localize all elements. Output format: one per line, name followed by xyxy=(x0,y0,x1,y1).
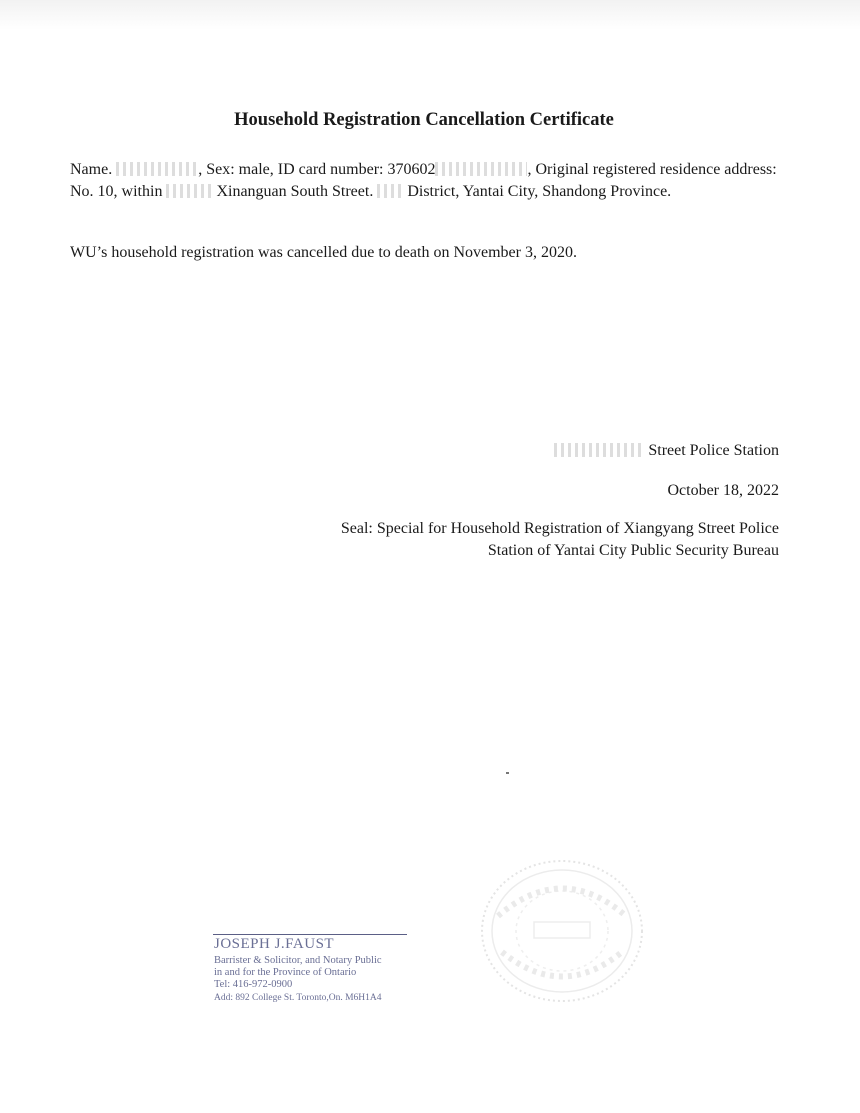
notary-jurisdiction: in and for the Province of Ontario xyxy=(214,967,357,978)
scan-speck xyxy=(506,772,509,774)
address-intro-text: , Original registered residence address: No. 10, within xyxy=(70,161,777,200)
notary-phone: Tel: 416-972-0900 xyxy=(214,979,293,990)
sex-and-id-text: , Sex: male, ID card number: 370602 xyxy=(198,161,436,178)
seal-line-2: Station of Yantai City Public Security Bureau xyxy=(487,542,779,559)
personal-details-paragraph xyxy=(70,159,780,203)
redacted-id-number xyxy=(435,162,527,176)
redacted-name xyxy=(116,162,198,176)
seal-description xyxy=(259,518,779,562)
name-label: Name. xyxy=(70,161,113,178)
street-text: Xinanguan South Street. xyxy=(216,183,374,200)
document-title: Household Registration Cancellation Certificate xyxy=(234,110,614,130)
station-text: Street Police Station xyxy=(648,442,779,459)
notary-title: Barrister & Solicitor, and Notary Public xyxy=(214,955,382,966)
cancellation-paragraph: WU’s household registration was cancelled due to death on November 3, 2020. xyxy=(70,244,577,261)
redacted-district xyxy=(377,184,403,198)
notary-stamp-rule xyxy=(213,934,407,935)
seal-line-1: Seal: Special for Household Registration of Xiangyang Street Police xyxy=(340,520,779,537)
notary-address: Add: 892 College St. Toronto,On. M6H1A4 xyxy=(214,993,382,1003)
redacted-address-part xyxy=(166,184,212,198)
district-text: District, Yantai City, Shandong Province. xyxy=(407,183,672,200)
embossed-seal-icon xyxy=(478,856,646,1006)
redacted-station-name xyxy=(554,443,644,457)
police-station-line xyxy=(554,440,779,462)
issue-date: October 18, 2022 xyxy=(667,482,779,499)
scan-shading xyxy=(0,0,860,30)
notary-name: JOSEPH J.FAUST xyxy=(214,936,335,952)
